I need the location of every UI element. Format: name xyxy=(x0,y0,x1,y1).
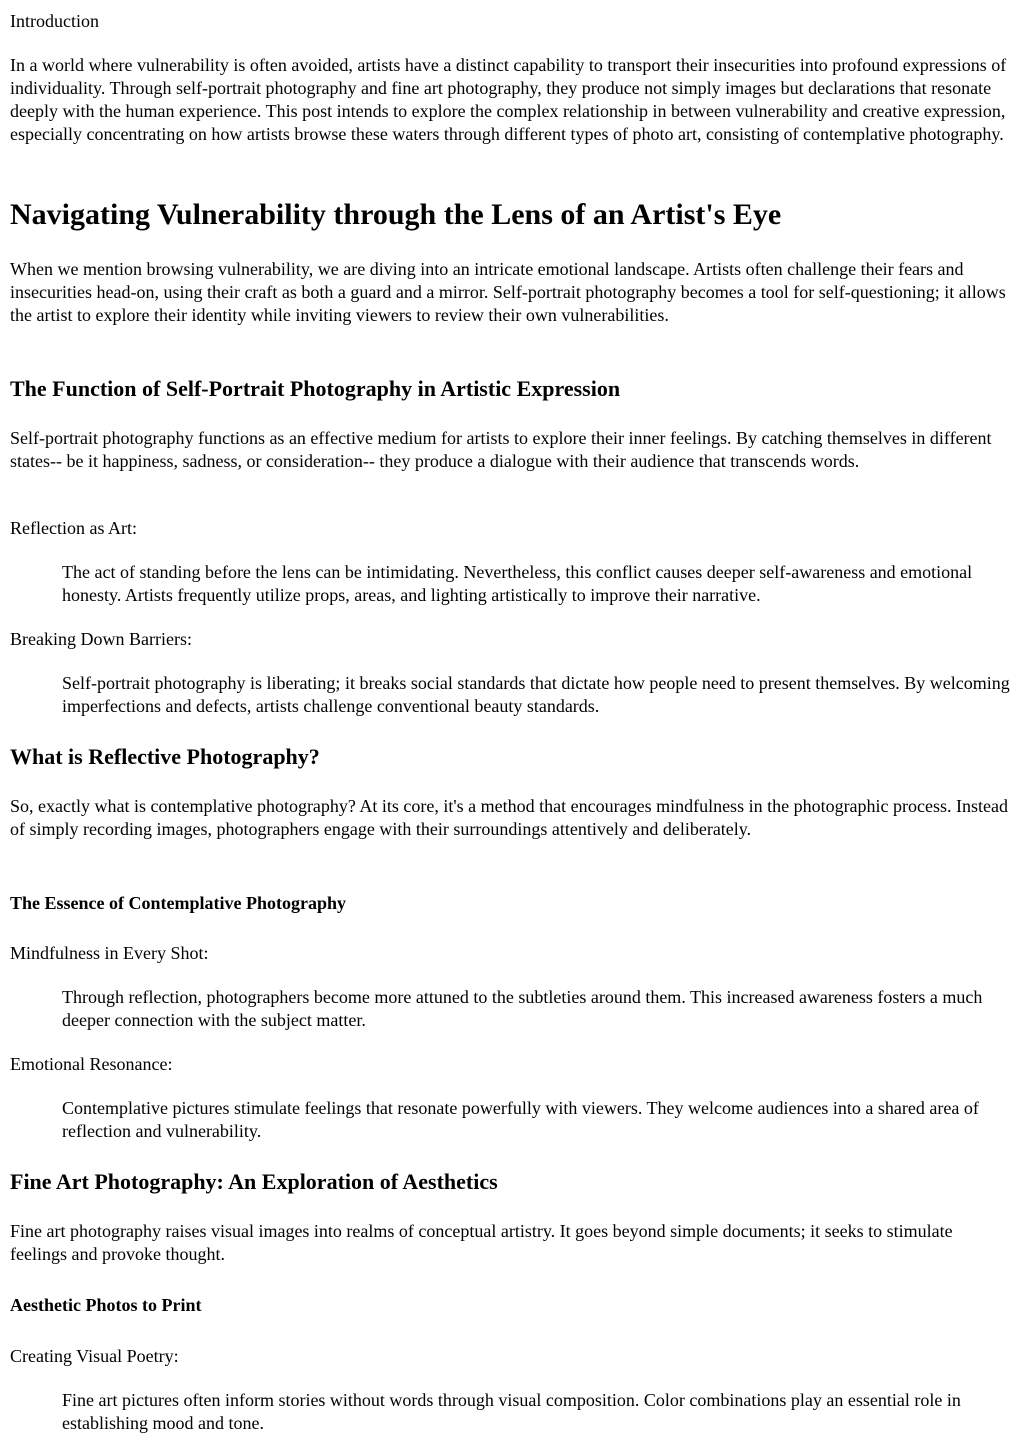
desc-visual-poetry: Fine art pictures often inform stories without words through visual composition. Color combinations play an essential role in establishing mood and tone. xyxy=(62,1390,961,1433)
section-heading-navigating-vulnerability: Navigating Vulnerability through the Lens of an Artist's Eye xyxy=(10,198,782,231)
section-heading-self-portrait: The Function of Self-Portrait Photography in Artistic Expression xyxy=(10,376,621,401)
term-emotional-resonance: Emotional Resonance: xyxy=(10,1054,173,1074)
term-visual-poetry: Creating Visual Poetry: xyxy=(10,1346,179,1366)
subheading-aesthetic-photos: Aesthetic Photos to Print xyxy=(10,1295,202,1315)
desc-mindfulness: Through reflection, photographers become more attuned to the subtleties around them. This increased awareness fosters a much deeper connection with the subject matter. xyxy=(62,987,983,1030)
section4-paragraph: Fine art photography raises visual images into realms of conceptual artistry. It goes beyond simple documents; it seeks to stimulate feelings and provoke thought. xyxy=(10,1221,953,1264)
desc-breaking-down-barriers: Self-portrait photography is liberating; it breaks social standards that dictate how people need to present themselves. By welcoming imperfections and defects, artists challenge conventional beauty standards. xyxy=(62,673,1010,716)
section3-paragraph: So, exactly what is contemplative photography? At its core, it's a method that encourages mindfulness in the photographic process. Instead of simply recording images, photographers engage with their surroundings attentively and deliberately. xyxy=(10,796,1008,839)
section2-paragraph: Self-portrait photography functions as an effective medium for artists to explore their inner feelings. By catching themselves in different states-- be it happiness, sadness, or consideration-- they produce a dialogue with their audience that transcends words. xyxy=(10,428,992,471)
intro-label: Introduction xyxy=(10,11,99,31)
section1-paragraph: When we mention browsing vulnerability, we are diving into an intricate emotional landscape. Artists often challenge their fears and insecurities head-on, using their craft as both a guard and a mirror. Self-portrait photography becomes a tool for self-questioning; it allows the artist to explore their identity while inviting viewers to review their own vulnerabilities. xyxy=(10,259,1006,325)
desc-reflection-as-art: The act of standing before the lens can be intimidating. Nevertheless, this conflict causes deeper self-awareness and emotional honesty. Artists frequently utilize props, areas, and lighting artistically to improve their narrative. xyxy=(62,562,973,605)
section-heading-fine-art: Fine Art Photography: An Exploration of Aesthetics xyxy=(10,1169,498,1194)
intro-paragraph: In a world where vulnerability is often avoided, artists have a distinct capability to transport their insecurities into profound expressions of individuality. Through self-portrait photography and fine art photography, they produce not simply images but declarations that resonate deeply with the human experience. This post intends to explore the complex relationship in between vulnerability and creative expression, especially concentrating on how artists browse these waters through different types of photo art, consisting of contemplative photography. xyxy=(10,55,1007,144)
desc-emotional-resonance: Contemplative pictures stimulate feelings that resonate powerfully with viewers. They welcome audiences into a shared area of reflection and vulnerability. xyxy=(62,1098,979,1141)
term-mindfulness: Mindfulness in Every Shot: xyxy=(10,943,209,963)
term-reflection-as-art: Reflection as Art: xyxy=(10,518,137,538)
section-heading-reflective-photography: What is Reflective Photography? xyxy=(10,744,320,769)
term-breaking-down-barriers: Breaking Down Barriers: xyxy=(10,629,192,649)
subheading-contemplative-essence: The Essence of Contemplative Photography xyxy=(10,893,346,913)
